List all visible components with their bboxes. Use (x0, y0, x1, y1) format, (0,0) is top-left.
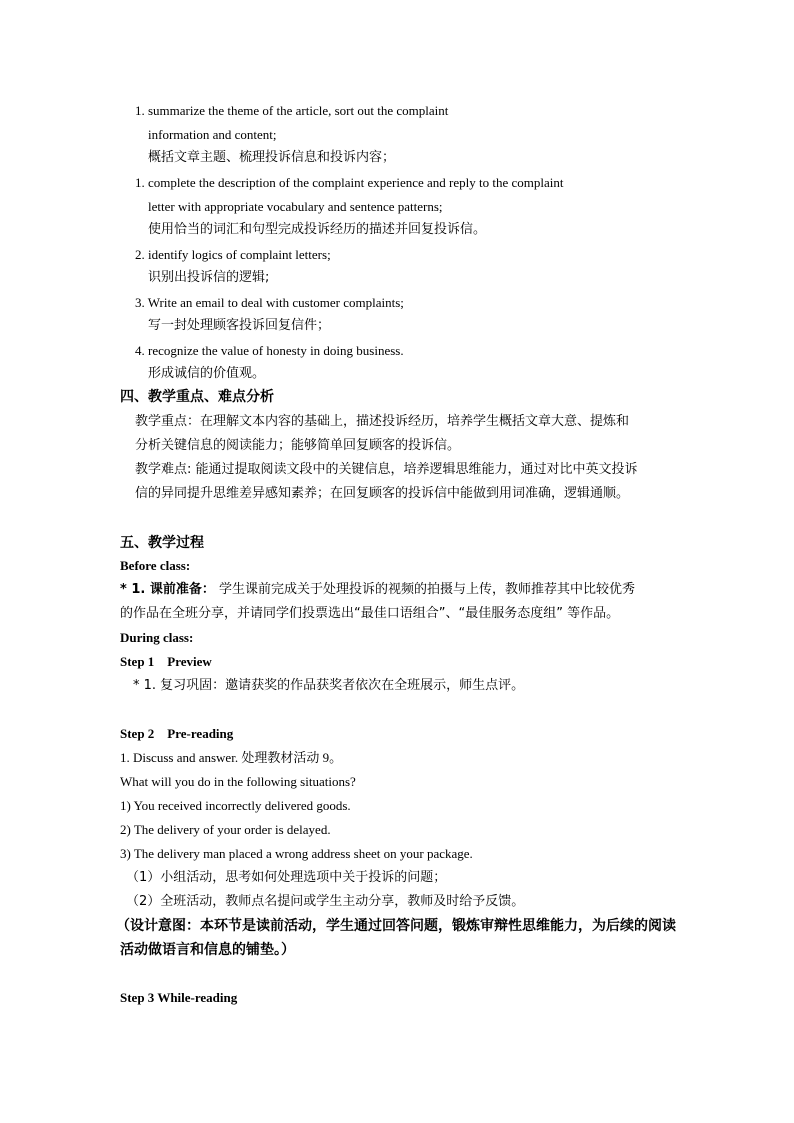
objective-1-zh: 概括文章主题、梳理投诉信息和投诉内容； (148, 150, 396, 165)
difficult-points-line1: 教学难点: 能通过提取阅读文段中的关键信息，培养逻辑思维能力，通过对比中英文投诉 (135, 462, 638, 477)
objective-2-zh: 使用恰当的词汇和句型完成投诉经历的描述并回复投诉信。 (148, 222, 487, 237)
objective-2-line2: letter with appropriate vocabulary and sentence patterns; (148, 199, 443, 214)
step1-item: * 1. 复习巩固：邀请获奖的作品获奖者依次在全班展示，师生点评。 (133, 678, 525, 693)
key-points-line1: 教学重点：在理解文本内容的基础上，描述投诉经历，培养学生概括文章大意、提炼和 (135, 414, 630, 429)
before-class-label: Before class: (120, 558, 191, 573)
objective-1-line1: 1. summarize the theme of the article, sort out the complaint (135, 103, 449, 118)
pre-class-prep-line2: 的作品在全班分享，并请同学们投票选出“最佳口语组合”、“最佳服务态度组” 等作品。 (120, 606, 620, 621)
situation-1: 1) You received incorrectly delivered goods. (120, 798, 351, 813)
situation-3: 3) The delivery man placed a wrong address sheet on your package. (120, 846, 473, 861)
objective-2-line1: 1. complete the description of the complaint experience and reply to the complaint (135, 175, 564, 190)
activity-1: （1）小组活动，思考如何处理选项中关于投诉的问题； (126, 870, 447, 885)
objective-4-zh: 写一封处理顾客投诉回复信件； (148, 318, 331, 333)
step2-heading: Step 2 Pre-reading (120, 726, 234, 741)
design-intent-line1: （设计意图：本环节是读前活动，学生通过回答问题，锻炼审辩性思维能力，为后续的阅读 (116, 918, 676, 934)
objective-3-zh: 识别出投诉信的逻辑; (148, 270, 270, 285)
section5-heading: 五、教学过程 (120, 535, 204, 551)
pre-class-prep-line1: * 1. 课前准备： 学生课前完成关于处理投诉的视频的拍摄与上传，教师推荐其中比较优秀 (120, 582, 635, 597)
step3-heading: Step 3 While-reading (120, 990, 238, 1005)
difficult-points-line2: 信的异同提升思维差异感知素养；在回复顾客的投诉信中能做到用词准确，逻辑通顺。 (135, 486, 630, 501)
objective-5-line1: 4. recognize the value of honesty in doing business. (135, 343, 404, 358)
objective-1-line2: information and content; (148, 127, 277, 142)
during-class-label: During class: (120, 630, 194, 645)
objective-4-line1: 3. Write an email to deal with customer complaints; (135, 295, 404, 310)
step1-heading: Step 1 Preview (120, 654, 212, 669)
design-intent-line2: 活动做语言和信息的铺垫。） (120, 942, 295, 958)
situation-2: 2) The delivery of your order is delayed. (120, 822, 331, 837)
discuss-line: 1. Discuss and answer. 处理教材活动 9。 (120, 750, 343, 765)
activity-2: （2）全班活动，教师点名提问或学生主动分享，教师及时给予反馈。 (126, 894, 525, 909)
section4-heading: 四、教学重点、难点分析 (120, 389, 274, 405)
objective-3-line1: 2. identify logics of complaint letters; (135, 247, 331, 262)
question-line: What will you do in the following situations? (120, 774, 356, 789)
objective-5-zh: 形成诚信的价值观。 (148, 366, 266, 381)
key-points-line2: 分析关键信息的阅读能力；能够简单回复顾客的投诉信。 (135, 438, 461, 453)
